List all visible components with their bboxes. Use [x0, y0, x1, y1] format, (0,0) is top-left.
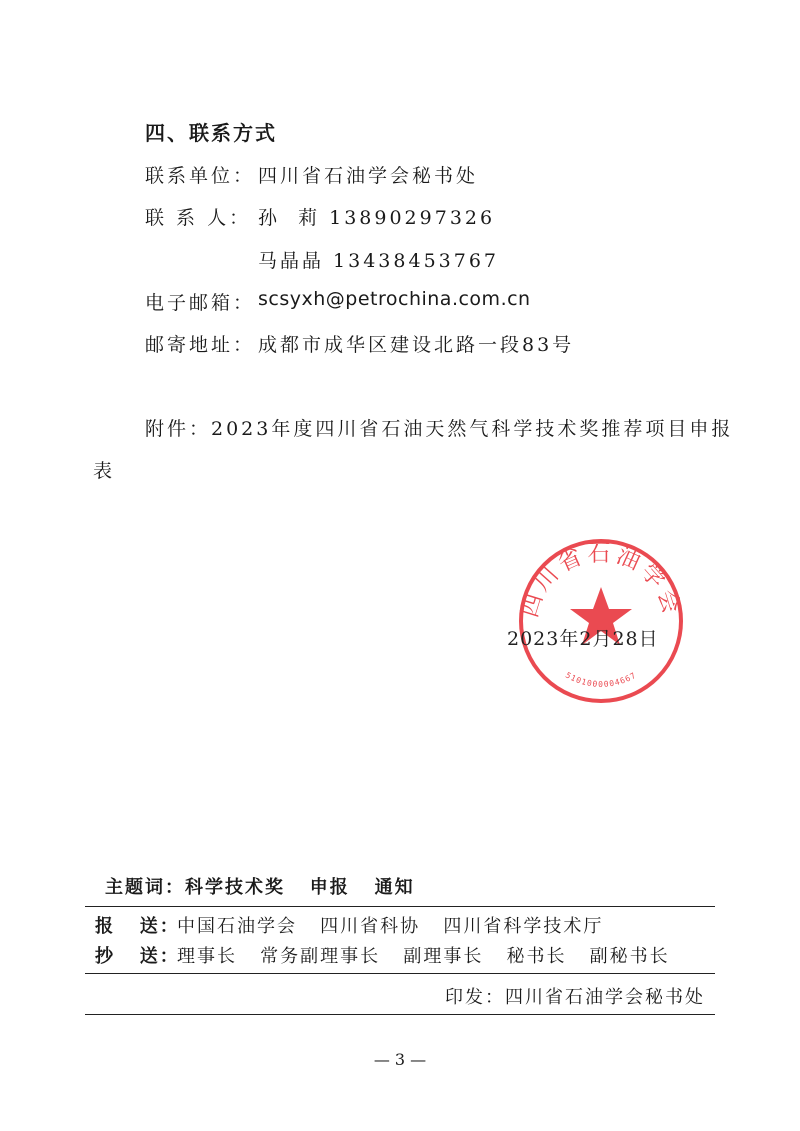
email-label: 电子邮箱： — [145, 292, 256, 314]
seal-code: 5101000004667 — [563, 670, 639, 689]
contact-person-label: 联 系 人： — [145, 207, 252, 229]
report-to-value: 中国石油学会 四川省科协 四川省科学技术厅 — [177, 916, 604, 937]
contact-person-1: 孙 莉 13890297326 — [258, 207, 496, 229]
email-value: scsyxh@petrochina.com.cn — [258, 288, 531, 310]
attachment-line-1: 附件：2023年度四川省石油天然气科学技术奖推荐项目申报 — [145, 418, 734, 440]
address-label: 邮寄地址： — [145, 334, 256, 356]
printed-by: 印发：四川省石油学会秘书处 — [445, 987, 705, 1008]
footer-rule-middle — [85, 973, 715, 974]
address-value: 成都市成华区建设北路一段83号 — [258, 334, 575, 356]
footer-rule-bottom — [85, 1014, 715, 1015]
report-to-label: 报 送： — [95, 916, 180, 937]
copy-to-value: 理事长 常务副理事长 副理事长 秘书长 副秘书长 — [177, 946, 670, 967]
attachment-line-2: 表 — [93, 460, 116, 482]
section-heading: 四、联系方式 — [145, 121, 277, 145]
contact-unit-value: 四川省石油学会秘书处 — [258, 165, 479, 187]
seal-org-text: 四川省石油学会 — [516, 540, 686, 621]
issue-date: 2023年2月28日 — [507, 628, 659, 650]
page-number: — 3 — — [373, 1050, 427, 1069]
contact-unit-label: 联系单位： — [145, 165, 256, 187]
copy-to-label: 抄 送： — [95, 946, 180, 967]
subject-keywords: 主题词：科学技术奖 申报 通知 — [105, 877, 415, 898]
official-seal — [515, 535, 687, 707]
contact-person-2: 马晶晶 13438453767 — [258, 250, 500, 272]
footer-rule-top — [85, 906, 715, 907]
